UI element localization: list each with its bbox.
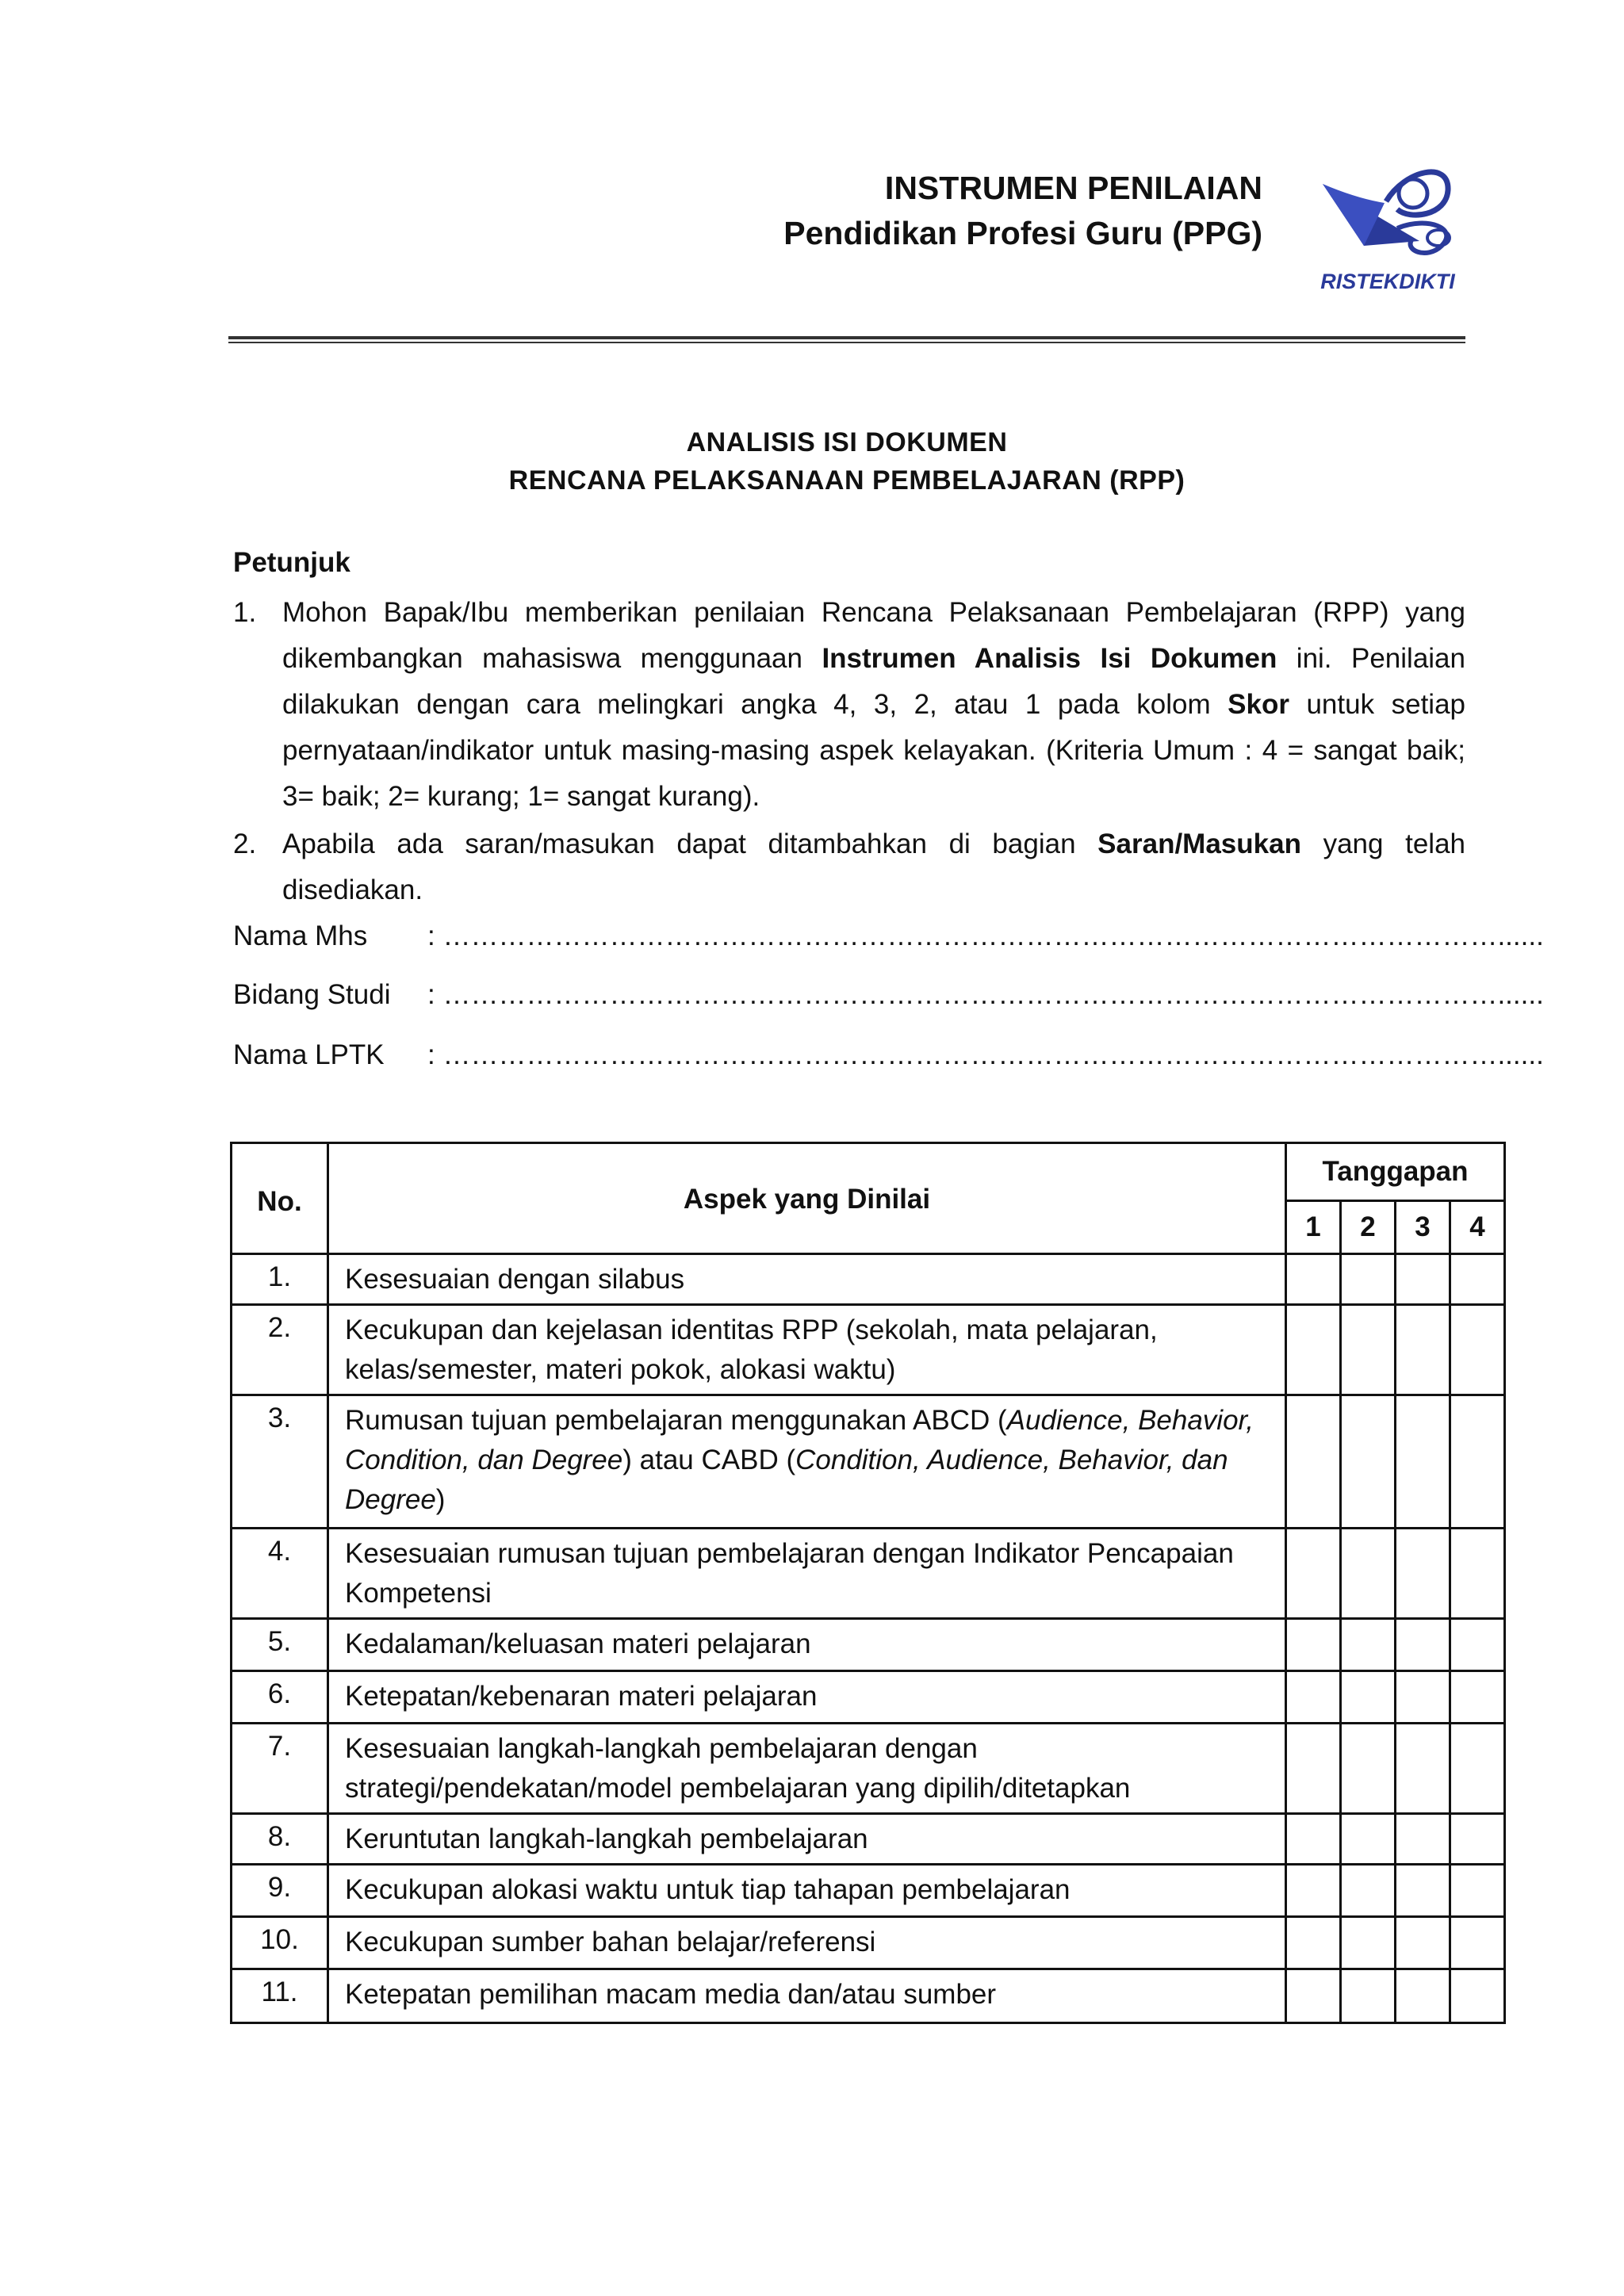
field-nama-mhs[interactable]	[233, 916, 1544, 956]
row-number: 5.	[232, 1619, 328, 1671]
logo-text: RISTEKDIKTI	[1320, 270, 1455, 293]
score-cell-2[interactable]	[1341, 1969, 1396, 2023]
score-header-3: 3	[1396, 1201, 1450, 1254]
score-cell-3[interactable]	[1396, 1917, 1450, 1969]
score-cell-1[interactable]	[1286, 1865, 1341, 1917]
instruction-number: 2.	[233, 828, 257, 859]
row-aspect: Ketepatan/kebenaran materi pelajaran	[328, 1671, 1286, 1724]
score-cell-2[interactable]	[1341, 1395, 1396, 1529]
table-row	[232, 1671, 1505, 1724]
score-cell-2[interactable]	[1341, 1619, 1396, 1671]
row-number: 6.	[232, 1671, 328, 1724]
score-cell-3[interactable]	[1396, 1814, 1450, 1865]
score-cell-4[interactable]	[1450, 1305, 1505, 1395]
instruction-text: Mohon Bapak/Ibu memberikan penilaian Rencana Pelaksanaan Pembelajaran (RPP) yang dikembangkan mahasiswa menggunaan Instrumen Analisis Isi Dokumen ini. Penilaian dilakukan dengan cara melingkari angka 4, 3, 2, atau 1 pada kolom Skor untuk setiap pernyataan/indikator untuk masing-masing aspek kelayakan. (Kriteria Umum : 4 = sangat baik; 3= baik; 2= kurang; 1= sangat kurang).	[282, 597, 1465, 812]
score-cell-1[interactable]	[1286, 1671, 1341, 1724]
instructions-heading: Petunjuk	[233, 547, 350, 578]
score-cell-1[interactable]	[1286, 1619, 1341, 1671]
score-cell-3[interactable]	[1396, 1671, 1450, 1724]
row-number: 2.	[232, 1305, 328, 1395]
field-label: Nama Mhs	[233, 920, 368, 951]
row-aspect: Ketepatan pemilihan macam media dan/atau sumber	[328, 1969, 1286, 2023]
instruction-item-1	[233, 590, 1465, 820]
score-cell-4[interactable]	[1450, 1865, 1505, 1917]
instruction-item-2	[233, 821, 1465, 913]
score-cell-4[interactable]	[1450, 1814, 1505, 1865]
score-cell-1[interactable]	[1286, 1254, 1341, 1305]
score-cell-4[interactable]	[1450, 1724, 1505, 1814]
score-cell-2[interactable]	[1341, 1529, 1396, 1619]
row-number: 3.	[232, 1395, 328, 1529]
header-subtitle: Pendidikan Profesi Guru (PPG)	[783, 215, 1262, 251]
field-label: Nama LPTK	[233, 1039, 385, 1070]
table-row	[232, 1814, 1505, 1865]
table-row	[232, 1395, 1505, 1529]
score-cell-1[interactable]	[1286, 1305, 1341, 1395]
score-cell-3[interactable]	[1396, 1969, 1450, 2023]
score-header-4: 4	[1450, 1201, 1505, 1254]
row-aspect: Keruntutan langkah-langkah pembelajaran	[328, 1814, 1286, 1865]
score-cell-4[interactable]	[1450, 1395, 1505, 1529]
document-header	[783, 166, 1262, 257]
score-cell-4[interactable]	[1450, 1917, 1505, 1969]
score-cell-3[interactable]	[1396, 1865, 1450, 1917]
score-cell-1[interactable]	[1286, 1724, 1341, 1814]
field-label: Bidang Studi	[233, 979, 391, 1010]
row-number: 10.	[232, 1917, 328, 1969]
row-aspect: Kesesuaian dengan silabus	[328, 1254, 1286, 1305]
row-aspect: Rumusan tujuan pembelajaran menggunakan ABCD (Audience, Behavior, Condition, dan Degree) atau CABD (Condition, Audience, Behavior, dan Degree)	[328, 1395, 1286, 1529]
row-number: 8.	[232, 1814, 328, 1865]
col-header-no: No.	[232, 1143, 328, 1254]
table-row	[232, 1254, 1505, 1305]
doc-title: ANALISIS ISI DOKUMEN	[686, 427, 1008, 457]
score-cell-4[interactable]	[1450, 1529, 1505, 1619]
header-divider-thin	[228, 342, 1465, 343]
table-row	[232, 1917, 1505, 1969]
table-row	[232, 1529, 1505, 1619]
row-aspect: Kecukupan alokasi waktu untuk tiap tahapan pembelajaran	[328, 1865, 1286, 1917]
score-cell-3[interactable]	[1396, 1254, 1450, 1305]
score-cell-1[interactable]	[1286, 1529, 1341, 1619]
score-header-2: 2	[1341, 1201, 1396, 1254]
field-nama-lptk[interactable]	[233, 1035, 1544, 1075]
field-blank[interactable]: : ……………………………………………………………………………………………………......	[427, 979, 1544, 1010]
table-row	[232, 1724, 1505, 1814]
score-cell-3[interactable]	[1396, 1619, 1450, 1671]
score-cell-3[interactable]	[1396, 1305, 1450, 1395]
score-cell-2[interactable]	[1341, 1305, 1396, 1395]
row-number: 9.	[232, 1865, 328, 1917]
score-cell-4[interactable]	[1450, 1671, 1505, 1724]
score-cell-2[interactable]	[1341, 1865, 1396, 1917]
score-cell-1[interactable]	[1286, 1917, 1341, 1969]
score-cell-1[interactable]	[1286, 1969, 1341, 2023]
field-blank[interactable]: : ……………………………………………………………………………………………………......	[427, 920, 1544, 951]
row-number: 11.	[232, 1969, 328, 2023]
score-cell-1[interactable]	[1286, 1395, 1341, 1529]
score-cell-4[interactable]	[1450, 1619, 1505, 1671]
row-number: 7.	[232, 1724, 328, 1814]
assessment-table	[230, 1142, 1506, 2024]
row-number: 1.	[232, 1254, 328, 1305]
score-cell-4[interactable]	[1450, 1254, 1505, 1305]
row-aspect: Kesesuaian rumusan tujuan pembelajaran dengan Indikator Pencapaian Kompetensi	[328, 1529, 1286, 1619]
header-title: INSTRUMEN PENILAIAN	[884, 170, 1262, 206]
row-number: 4.	[232, 1529, 328, 1619]
table-row	[232, 1865, 1505, 1917]
score-cell-3[interactable]	[1396, 1395, 1450, 1529]
table-row	[232, 1969, 1505, 2023]
score-cell-2[interactable]	[1341, 1917, 1396, 1969]
row-aspect: Kesesuaian langkah-langkah pembelajaran dengan strategi/pendekatan/model pembelajaran yang dipilih/ditetapkan	[328, 1724, 1286, 1814]
instruction-number: 1.	[233, 597, 257, 628]
row-aspect: Kecukupan sumber bahan belajar/referensi	[328, 1917, 1286, 1969]
score-cell-2[interactable]	[1341, 1814, 1396, 1865]
field-blank[interactable]: : ……………………………………………………………………………………………………......	[427, 1039, 1544, 1070]
score-cell-2[interactable]	[1341, 1254, 1396, 1305]
score-cell-4[interactable]	[1450, 1969, 1505, 2023]
ristekdikti-logo	[1308, 152, 1467, 303]
field-bidang-studi[interactable]	[233, 975, 1544, 1015]
header-divider	[228, 336, 1465, 339]
score-cell-3[interactable]	[1396, 1529, 1450, 1619]
row-aspect: Kecukupan dan kejelasan identitas RPP (sekolah, mata pelajaran, kelas/semester, materi pokok, alokasi waktu)	[328, 1305, 1286, 1395]
score-cell-1[interactable]	[1286, 1814, 1341, 1865]
score-cell-2[interactable]	[1341, 1724, 1396, 1814]
table-row	[232, 1619, 1505, 1671]
col-header-tanggapan: Tanggapan	[1286, 1143, 1505, 1201]
table-row	[232, 1305, 1505, 1395]
doc-subtitle: RENCANA PELAKSANAAN PEMBELAJARAN (RPP)	[508, 465, 1185, 496]
score-header-1: 1	[1286, 1201, 1341, 1254]
instruction-text: Apabila ada saran/masukan dapat ditambahkan di bagian Saran/Masukan yang telah disediakan.	[282, 828, 1465, 905]
score-cell-3[interactable]	[1396, 1724, 1450, 1814]
row-aspect: Kedalaman/keluasan materi pelajaran	[328, 1619, 1286, 1671]
score-cell-2[interactable]	[1341, 1671, 1396, 1724]
col-header-aspek: Aspek yang Dinilai	[328, 1143, 1286, 1254]
